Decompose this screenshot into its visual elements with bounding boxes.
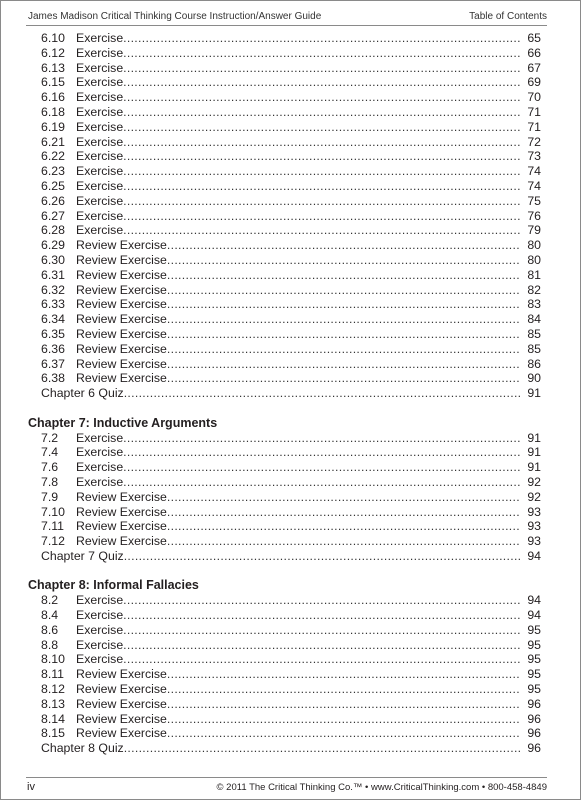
entry-title: Chapter 6 Quiz: [41, 386, 124, 401]
toc-entry[interactable]: [0, 327, 581, 342]
toc-entry[interactable]: [0, 75, 581, 90]
entry-title: Exercise: [76, 652, 124, 667]
entry-page-number: 73: [521, 149, 541, 164]
toc-entry[interactable]: [0, 726, 581, 741]
entry-title-leader: [76, 283, 541, 298]
entry-page-number: 93: [521, 505, 541, 520]
toc-entry[interactable]: [0, 179, 581, 194]
entry-number: 6.37: [41, 356, 65, 371]
entry-title: Exercise: [76, 445, 124, 460]
entry-title-leader: [76, 61, 541, 76]
toc-entry[interactable]: [0, 431, 581, 446]
entry-number: 6.32: [41, 282, 65, 297]
entry-page-number: 96: [521, 726, 541, 741]
entry-page-number: 95: [521, 638, 541, 653]
entry-number: 8.6: [41, 622, 59, 637]
entry-title: Review Exercise: [76, 312, 167, 327]
entry-page-number: 95: [521, 652, 541, 667]
entry-page-number: 93: [521, 534, 541, 549]
entry-page-number: 91: [521, 431, 541, 446]
entry-page-number: 83: [521, 297, 541, 312]
entry-number: 6.31: [41, 267, 65, 282]
toc-entry[interactable]: [0, 608, 581, 623]
entry-title-leader: [76, 253, 541, 268]
toc-entry[interactable]: [0, 120, 581, 135]
entry-title: Review Exercise: [76, 667, 167, 682]
toc-entry[interactable]: [0, 593, 581, 608]
entry-title-leader: [76, 312, 541, 327]
toc-entry[interactable]: [0, 475, 581, 490]
section-gap: [0, 564, 581, 579]
entry-title: Review Exercise: [76, 726, 167, 741]
entry-page-number: 94: [521, 608, 541, 623]
entry-title: Review Exercise: [76, 252, 167, 267]
header-section-title: Table of Contents: [469, 11, 547, 22]
entry-title: Review Exercise: [76, 696, 167, 711]
toc-entry[interactable]: [0, 697, 581, 712]
entry-number: 6.15: [41, 75, 65, 90]
entry-page-number: 66: [521, 46, 541, 61]
page-footer: [27, 781, 547, 793]
toc-entry[interactable]: [0, 90, 581, 105]
toc-entry[interactable]: [0, 667, 581, 682]
toc-entry[interactable]: [0, 46, 581, 61]
entry-number: 6.35: [41, 326, 65, 341]
entry-page-number: 74: [521, 164, 541, 179]
entry-title: Review Exercise: [76, 711, 167, 726]
entry-title-leader: [76, 593, 541, 608]
entry-title: Exercise: [76, 460, 124, 475]
toc-entry[interactable]: [0, 135, 581, 150]
entry-title-leader: [76, 105, 541, 120]
entry-title-leader: [76, 682, 541, 697]
entry-number: 6.23: [41, 164, 65, 179]
toc-entry[interactable]: [0, 268, 581, 283]
toc-entry[interactable]: [0, 490, 581, 505]
toc-entry[interactable]: [0, 342, 581, 357]
entry-title: Review Exercise: [76, 489, 167, 504]
entry-number: 8.8: [41, 637, 59, 652]
entry-page-number: 94: [521, 593, 541, 608]
entry-title-leader: [76, 75, 541, 90]
entry-number: 6.34: [41, 312, 65, 327]
entry-title-leader: [76, 297, 541, 312]
entry-title: Exercise: [76, 31, 124, 45]
entry-title: Review Exercise: [76, 356, 167, 371]
entry-title-leader: [76, 638, 541, 653]
toc-entry[interactable]: [0, 149, 581, 164]
entry-number: 6.36: [41, 341, 65, 356]
entry-number: 6.33: [41, 297, 65, 312]
entry-page-number: 71: [521, 105, 541, 120]
entry-page-number: 95: [521, 623, 541, 638]
entry-page-number: 96: [521, 741, 541, 756]
entry-number: 6.28: [41, 223, 65, 238]
entry-number: 6.22: [41, 149, 65, 164]
entry-title-leader: [76, 623, 541, 638]
chapter-heading: Chapter 7: Inductive Arguments: [28, 415, 218, 430]
entry-title: Exercise: [76, 608, 124, 623]
entry-number: 8.15: [41, 726, 65, 741]
toc-entry[interactable]: [0, 253, 581, 268]
entry-title: Exercise: [76, 622, 124, 637]
entry-page-number: 91: [521, 445, 541, 460]
entry-number: 7.11: [41, 519, 65, 534]
entry-title: Chapter 8 Quiz: [41, 741, 124, 756]
entry-page-number: 67: [521, 61, 541, 76]
entry-title-leader: [41, 741, 541, 756]
entry-title-leader: [76, 534, 541, 549]
entry-page-number: 81: [521, 268, 541, 283]
entry-title-leader: [76, 223, 541, 238]
entry-title: Exercise: [76, 60, 124, 75]
entry-title: Exercise: [76, 193, 124, 208]
entry-title-leader: [76, 268, 541, 283]
entry-page-number: 70: [521, 90, 541, 105]
entry-title: Review Exercise: [76, 282, 167, 297]
entry-title-leader: [76, 164, 541, 179]
entry-title: Review Exercise: [76, 504, 167, 519]
page-header: [28, 11, 547, 22]
entry-title-leader: [76, 460, 541, 475]
entry-page-number: 92: [521, 475, 541, 490]
toc-entry[interactable]: [0, 652, 581, 667]
entry-title-leader: [41, 549, 541, 564]
toc-entry[interactable]: [0, 357, 581, 372]
entry-title: Review Exercise: [76, 519, 167, 534]
entry-number: 6.27: [41, 208, 65, 223]
entry-number: 6.13: [41, 60, 65, 75]
entry-title: Exercise: [76, 104, 124, 119]
footer-rule: [26, 777, 547, 778]
toc-entry[interactable]: [0, 312, 581, 327]
entry-title: Exercise: [76, 223, 124, 238]
entry-number: 8.13: [41, 696, 65, 711]
entry-title: Exercise: [76, 474, 124, 489]
toc-entry[interactable]: [0, 445, 581, 460]
entry-page-number: 79: [521, 223, 541, 238]
entry-page-number: 80: [521, 253, 541, 268]
entry-number: 7.2: [41, 430, 59, 445]
entry-number: 6.18: [41, 104, 65, 119]
entry-page-number: 95: [521, 682, 541, 697]
entry-title-leader: [76, 445, 541, 460]
toc-entry[interactable]: [0, 164, 581, 179]
entry-title-leader: [76, 120, 541, 135]
entry-number: 6.16: [41, 90, 65, 105]
entry-number: 6.29: [41, 238, 65, 253]
entry-number: 8.14: [41, 711, 65, 726]
entry-page-number: 82: [521, 283, 541, 298]
entry-title-leader: [76, 431, 541, 446]
entry-page-number: 91: [521, 460, 541, 475]
entry-page-number: 74: [521, 179, 541, 194]
toc-entry[interactable]: [0, 505, 581, 520]
entry-number: 7.6: [41, 460, 59, 475]
footer-page-number: iv: [27, 781, 35, 793]
toc-entry[interactable]: [0, 194, 581, 209]
toc-entry[interactable]: [0, 460, 581, 475]
entry-title: Exercise: [76, 75, 124, 90]
entry-title: Review Exercise: [76, 341, 167, 356]
entry-page-number: 72: [521, 135, 541, 150]
entry-title: Exercise: [76, 164, 124, 179]
entry-title: Review Exercise: [76, 371, 167, 386]
entry-title-leader: [76, 490, 541, 505]
toc-entry[interactable]: [0, 209, 581, 224]
toc-entry[interactable]: [0, 712, 581, 727]
entry-title-leader: [41, 386, 541, 401]
entry-number: 6.30: [41, 252, 65, 267]
entry-title: Review Exercise: [76, 297, 167, 312]
entry-title: Exercise: [76, 45, 124, 60]
entry-title-leader: [76, 31, 541, 46]
chapter-heading: Chapter 8: Informal Fallacies: [28, 578, 199, 593]
entry-page-number: 76: [521, 209, 541, 224]
entry-title: Exercise: [76, 178, 124, 193]
toc-entry[interactable]: [0, 31, 581, 46]
entry-title-leader: [76, 194, 541, 209]
toc-entry[interactable]: [0, 297, 581, 312]
toc-quiz-entry[interactable]: [0, 549, 581, 564]
entry-page-number: 75: [521, 194, 541, 209]
entry-page-number: 71: [521, 120, 541, 135]
entry-page-number: 84: [521, 312, 541, 327]
entry-title: Exercise: [76, 119, 124, 134]
entry-number: 7.4: [41, 445, 59, 460]
entry-title-leader: [76, 652, 541, 667]
footer-copyright: © 2011 The Critical Thinking Co.™ • www.CriticalThinking.com • 800-458-4849: [216, 782, 547, 793]
entry-title-leader: [76, 238, 541, 253]
entry-title-leader: [76, 712, 541, 727]
toc-entry[interactable]: [0, 238, 581, 253]
entry-title-leader: [76, 667, 541, 682]
toc-entry[interactable]: [0, 682, 581, 697]
entry-title: Review Exercise: [76, 326, 167, 341]
toc-entry[interactable]: [0, 283, 581, 298]
entry-number: 7.12: [41, 534, 65, 549]
entry-number: 6.25: [41, 178, 65, 193]
entry-title-leader: [76, 90, 541, 105]
section-gap: [0, 401, 581, 416]
entry-title-leader: [76, 209, 541, 224]
entry-page-number: 95: [521, 667, 541, 682]
entry-title-leader: [76, 327, 541, 342]
toc-entry[interactable]: [0, 105, 581, 120]
entry-title-leader: [76, 342, 541, 357]
toc-quiz-entry[interactable]: [0, 386, 581, 401]
entry-title-leader: [76, 475, 541, 490]
entry-number: 8.12: [41, 682, 65, 697]
entry-page-number: 80: [521, 238, 541, 253]
entry-number: 6.19: [41, 119, 65, 134]
entry-number: 7.8: [41, 474, 59, 489]
entry-page-number: 65: [521, 31, 541, 46]
entry-title-leader: [76, 726, 541, 741]
entry-page-number: 85: [521, 327, 541, 342]
entry-title: Exercise: [76, 208, 124, 223]
entry-page-number: 94: [521, 549, 541, 564]
entry-page-number: 93: [521, 519, 541, 534]
entry-title-leader: [76, 179, 541, 194]
entry-number: 8.11: [41, 667, 65, 682]
entry-title-leader: [76, 608, 541, 623]
header-rule: [26, 25, 547, 26]
entry-title-leader: [76, 371, 541, 386]
entry-number: 7.10: [41, 504, 65, 519]
entry-title: Exercise: [76, 149, 124, 164]
entry-title: Exercise: [76, 134, 124, 149]
toc-entry[interactable]: [0, 519, 581, 534]
toc-entry[interactable]: [0, 61, 581, 76]
header-book-title: James Madison Critical Thinking Course Instruction/Answer Guide: [28, 11, 322, 22]
entry-page-number: 90: [521, 371, 541, 386]
entry-title: Exercise: [76, 593, 124, 608]
entry-title-leader: [76, 519, 541, 534]
entry-title: Review Exercise: [76, 534, 167, 549]
entry-page-number: 86: [521, 357, 541, 372]
entry-title-leader: [76, 135, 541, 150]
entry-title-leader: [76, 357, 541, 372]
entry-title-leader: [76, 697, 541, 712]
entry-title-leader: [76, 46, 541, 61]
entry-number: 6.10: [41, 31, 65, 45]
entry-page-number: 96: [521, 697, 541, 712]
entry-number: 6.38: [41, 371, 65, 386]
entry-page-number: 85: [521, 342, 541, 357]
entry-number: 7.9: [41, 489, 59, 504]
entry-page-number: 69: [521, 75, 541, 90]
entry-title: Review Exercise: [76, 238, 167, 253]
entry-number: 8.10: [41, 652, 65, 667]
entry-title: Review Exercise: [76, 682, 167, 697]
entry-number: 8.4: [41, 608, 59, 623]
entry-number: 8.2: [41, 593, 59, 608]
entry-number: 6.12: [41, 45, 65, 60]
entry-title: Review Exercise: [76, 267, 167, 282]
toc-entry[interactable]: [0, 534, 581, 549]
toc-quiz-entry[interactable]: [0, 741, 581, 756]
entry-number: 6.21: [41, 134, 65, 149]
toc-entry[interactable]: [0, 623, 581, 638]
table-of-contents: [0, 31, 581, 756]
entry-page-number: 92: [521, 490, 541, 505]
toc-entry[interactable]: [0, 638, 581, 653]
entry-page-number: 96: [521, 712, 541, 727]
entry-title: Exercise: [76, 637, 124, 652]
entry-title: Chapter 7 Quiz: [41, 548, 124, 563]
entry-title: Exercise: [76, 430, 124, 445]
toc-entry[interactable]: [0, 223, 581, 238]
entry-page-number: 91: [521, 386, 541, 401]
entry-title: Exercise: [76, 90, 124, 105]
entry-title-leader: [76, 149, 541, 164]
entry-number: 6.26: [41, 193, 65, 208]
entry-title-leader: [76, 505, 541, 520]
toc-entry[interactable]: [0, 371, 581, 386]
